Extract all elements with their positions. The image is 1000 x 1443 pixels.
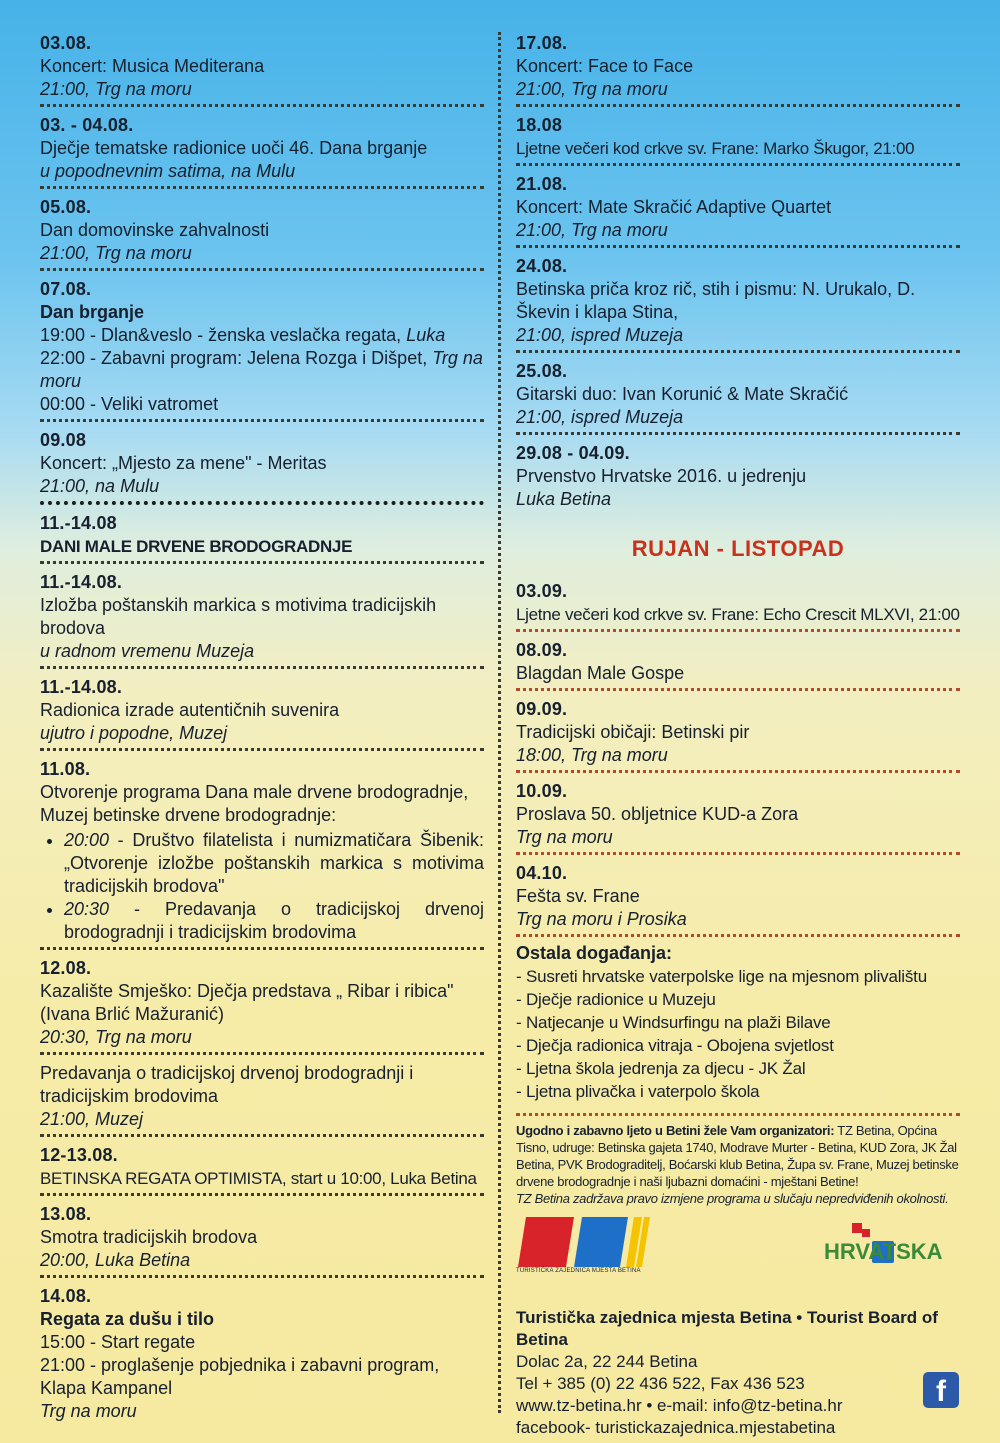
event-item [516,440,960,514]
event-text: 20:00, Luka Betina [40,1250,191,1270]
other-event-item: - Natjecanje u Windsurfingu na plaži Bilave [516,1013,831,1032]
event-item [516,860,960,937]
event-date: 08.09. [516,640,568,660]
event-item [40,276,484,422]
event-text: Regata za dušu i tilo [40,1309,215,1329]
event-text: 21:00, Muzej [40,1109,144,1129]
september-october-events [516,578,960,937]
event-line [516,278,960,324]
event-line [40,393,484,416]
logo-blue-stripe [574,1217,628,1267]
other-events-list [516,965,960,1103]
event-text: Dan brganje [40,302,145,322]
event-line [516,196,960,219]
contact-web[interactable]: www.tz-betina.hr • e-mail: info@tz-betina.hr [516,1396,843,1415]
hrvatska-logo [824,1221,960,1271]
event-date: 03.09. [516,581,568,601]
event-date: 03.08. [40,33,92,53]
event-text: Ljetne večeri kod crkve sv. Frane: Marko Škugor, 21:00 [516,139,915,158]
event-line [40,781,484,804]
event-line [40,699,484,722]
event-item [40,427,484,505]
event-text: u popodnevnim satima, na Mulu [40,161,296,181]
organizers-lead: Ugodno i zabavno ljeto u Betini žele Vam organizatori: [516,1123,835,1138]
event-line [516,55,960,78]
event-line [40,160,484,183]
event-line [40,1331,484,1354]
event-line [516,78,960,101]
event-item [40,194,484,271]
event-text: Betinska priča kroz rič, stih i pismu: N. Urukalo, D. Škevin i klapa Stina, [516,279,916,322]
event-date: 24.08. [516,256,568,276]
other-event-item: - Dječje radionice u Muzeju [516,990,716,1009]
organizers-note: TZ Betina zadržava pravo izmjene programa u slučaju nepredviđenih okolnosti. [516,1191,949,1206]
event-date: 18.08 [516,115,563,135]
event-item [516,578,960,632]
event-date: 07.08. [40,279,92,299]
event-line [40,1026,484,1049]
event-text: 22:00 - Zabavni program: Jelena Rozga i Dišpet, [40,348,433,368]
event-line [516,324,960,347]
event-item [516,171,960,248]
event-line [40,640,484,663]
event-text: 21:00, ispred Muzeja [516,407,684,427]
event-line [40,804,484,827]
event-text: Ljetne večeri kod crkve sv. Frane: Echo Crescit MLXVI, 21:00 [516,605,960,624]
event-line [516,603,960,626]
event-text: 21:00, ispred Muzeja [516,325,684,345]
event-date: 25.08. [516,361,568,381]
event-line [40,55,484,78]
organizers-list: TZ Betina, Općina Tisno, udruge: Betinska gajeta 1740, Modrave Murter - Betina, KUD Zora, JK Žal Betina, PVK Brodograditelj, Boćarski klub Betina, Župa sv. Frane, Muzej betinske drvene brodogradnje i naši ljubazni domaćini - mještani Betine! [516,1123,959,1189]
event-line [40,475,484,498]
program-text: - Društvo filatelista i numizmatičara Šibenik: „Otvorenje izložbe poštanskih markica s motivima tradicijskih brodova" [64,830,484,896]
contact-facebook[interactable]: facebook- turistickazajednica.mjestabetina [516,1418,836,1437]
event-date: 11.-14.08. [40,677,123,697]
event-line [40,219,484,242]
event-item [516,30,960,107]
event-date: 12-13.08. [40,1145,118,1165]
event-item [40,756,484,950]
program-time: 20:00 [64,830,110,850]
event-item [40,30,484,107]
event-item [40,1142,484,1196]
contact-name: Turistička zajednica mjesta Betina • Tourist Board of Betina [516,1308,938,1349]
event-text: Proslava 50. obljetnice KUD-a Zora [516,804,799,824]
other-events [516,942,960,1116]
program-item [64,898,484,944]
event-line [516,137,960,160]
tz-betina-logo [518,1217,650,1267]
event-line [40,722,484,745]
event-text: 21:00, Trg na moru [40,79,192,99]
event-line [40,1249,484,1272]
event-text: Blagdan Male Gospe [516,663,685,683]
event-line [40,1226,484,1249]
event-text: Trg na moru [40,1401,137,1421]
event-date: 12.08. [40,958,92,978]
event-text: Kazalište Smješko: Dječja predstava „ Ribar i ribica" (Ivana Brlić Mažuranić) [40,981,454,1024]
tz-logo-caption: TURISTIČKA ZAJEDNICA MJESTA BETINA [516,1268,641,1274]
other-events-title: Ostala događanja: [516,943,673,963]
event-text: Predavanja o tradicijskoj drvenoj brodogradnji i tradicijskim brodovima [40,1063,414,1106]
program-text: - Predavanja o tradicijskoj drvenoj brodogradnji i tradicijskim brodovima [64,899,484,942]
hrvatska-wordmark: HRVATSKA [824,1239,943,1264]
event-text: Dan domovinske zahvalnosti [40,220,270,240]
event-line [40,1400,484,1423]
event-text: 21:00, Trg na moru [40,243,192,263]
event-line [516,488,960,511]
event-date: 29.08 - 04.09. [516,443,630,463]
program-list [40,829,484,944]
event-text: Izložba poštanskih markica s motivima tradicijskih brodova [40,595,437,638]
event-line [516,406,960,429]
event-date: 04.10. [516,863,568,883]
event-line [516,662,960,685]
event-date: 11.08. [40,759,91,779]
event-text: Trg na moru [516,827,613,847]
event-item [516,696,960,773]
event-line [40,1354,484,1400]
event-item [516,778,960,855]
event-line [516,383,960,406]
event-line [516,721,960,744]
event-date: 11.-14.08. [40,572,123,592]
event-text: 21:00, Trg na moru [516,220,668,240]
event-line [40,1062,484,1108]
event-item [40,1283,484,1426]
event-text: 21:00, Trg na moru [516,79,668,99]
event-item [516,358,960,435]
event-text: Koncert: „Mjesto za mene" - Meritas [40,453,327,473]
other-event-item: - Ljetna plivačka i vaterpolo škola [516,1082,760,1101]
organizers-block [516,1122,960,1207]
event-date: 13.08. [40,1204,92,1224]
event-text: Koncert: Musica Mediterana [40,56,265,76]
event-text: Dječje tematske radionice uoči 46. Dana brganje [40,138,428,158]
contact-phone: Tel + 385 (0) 22 436 522, Fax 436 523 [516,1374,805,1393]
event-item [40,674,484,751]
contact-block [516,1307,960,1439]
event-line [40,980,484,1026]
event-text: Muzej betinske drvene brodogradnje: [40,805,337,825]
event-text: 20:30, Trg na moru [40,1027,192,1047]
event-line [40,242,484,265]
event-text: u radnom vremenu Muzeja [40,641,255,661]
event-item [40,1201,484,1278]
event-item [40,510,484,564]
event-text: 21:00 - proglašenje pobjednika i zabavni program, Klapa Kampanel [40,1355,440,1398]
event-text: Koncert: Mate Skračić Adaptive Quartet [516,197,832,217]
event-text: Koncert: Face to Face [516,56,694,76]
facebook-icon[interactable]: f [923,1372,959,1408]
event-date: 05.08. [40,197,92,217]
event-date: 14.08. [40,1286,92,1306]
checker-square-2 [862,1229,870,1237]
event-line [516,465,960,488]
event-line [516,885,960,908]
event-line [40,1167,484,1190]
event-text: Radionica izrade autentičnih suvenira [40,700,340,720]
event-text: BETINSKA REGATA OPTIMISTA, start u 10:00, Luka Betina [40,1169,477,1188]
event-item [40,112,484,189]
event-item [516,637,960,691]
event-date: 11.-14.08 [40,513,117,533]
left-column [40,30,484,1431]
event-text: Luka Betina [516,489,612,509]
event-text: 15:00 - Start regate [40,1332,196,1352]
event-line [40,347,484,393]
right-column [516,30,960,1439]
column-divider [498,32,501,1413]
event-line [516,219,960,242]
event-date: 21.08. [516,174,568,194]
event-text: Gitarski duo: Ivan Korunić & Mate Skračić [516,384,849,404]
event-date: 03. - 04.08. [40,115,134,135]
event-text: ujutro i popodne, Muzej [40,723,228,743]
event-date: 09.08 [40,430,87,450]
event-item [40,1060,484,1137]
event-text: DANI MALE DRVENE BRODOGRADNJE [40,537,353,556]
other-event-item: - Dječja radionica vitraja - Obojena svjetlost [516,1036,834,1055]
event-text: Otvorenje programa Dana male drvene brodogradnje, [40,782,469,802]
logos-row [516,1217,960,1289]
event-text: Trg na moru i Prosika [516,909,687,929]
other-event-item: - Ljetna škola jedrenja za djecu - JK Žal [516,1059,806,1078]
event-line [516,803,960,826]
event-line [516,744,960,767]
event-line [40,137,484,160]
event-text: 21:00, na Mulu [40,476,160,496]
section-heading: RUJAN - LISTOPAD [631,536,845,561]
event-line [40,594,484,640]
event-line [40,324,484,347]
program-time: 20:30 [64,899,110,919]
event-text: Prvenstvo Hrvatske 2016. u jedrenju [516,466,807,486]
event-line [40,301,484,324]
event-item [516,253,960,353]
event-place: Luka [406,325,446,345]
event-text: Fešta sv. Frane [516,886,640,906]
other-event-item: - Susreti hrvatske vaterpolske lige na mjesnom plivalištu [516,967,927,986]
event-line [40,535,484,558]
event-date: 17.08. [516,33,568,53]
organizers-text [516,1122,960,1190]
event-line [40,1308,484,1331]
event-line [40,78,484,101]
logo-red-stripe [518,1217,574,1267]
event-line [516,826,960,849]
event-item [40,569,484,669]
event-item [516,112,960,166]
event-text: 00:00 - Veliki vatromet [40,394,219,414]
event-text: Smotra tradicijskih brodova [40,1227,258,1247]
event-date: 09.09. [516,699,568,719]
event-line [40,1108,484,1131]
contact-address: Dolac 2a, 22 244 Betina [516,1352,698,1371]
event-line [516,908,960,931]
event-text: 18:00, Trg na moru [516,745,668,765]
checker-square [852,1223,862,1233]
august-events [516,30,960,514]
event-date: 10.09. [516,781,568,801]
event-text: Tradicijski običaji: Betinski pir [516,722,750,742]
event-place: Trg na moru [40,348,483,391]
event-line [40,452,484,475]
event-text: 19:00 - Dlan&veslo - ženska veslačka regata, [40,325,407,345]
event-item [40,955,484,1055]
program-item [64,829,484,898]
